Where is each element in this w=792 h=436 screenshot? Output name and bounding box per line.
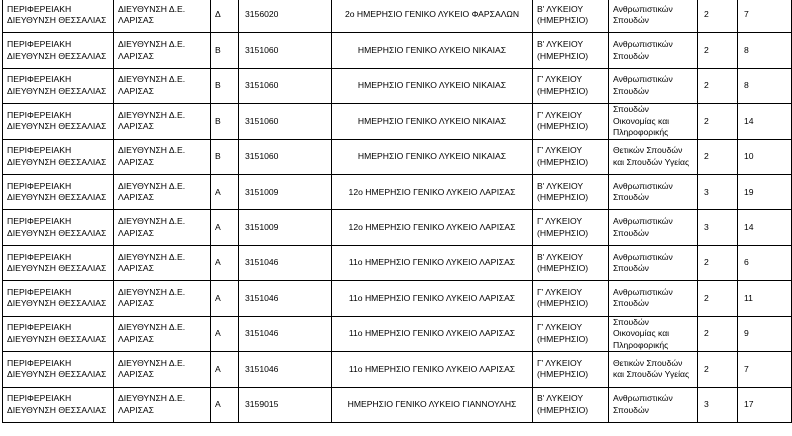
school-code-cell: 3156020 xyxy=(239,0,332,33)
region-cell: ΠΕΡΙΦΕΡΕΙΑΚΗ ΔΙΕΥΘΥΝΣΗ ΘΕΣΣΑΛΙΑΣ xyxy=(3,33,114,68)
sections-cell: 2 xyxy=(698,68,738,103)
sections-cell: 2 xyxy=(698,281,738,316)
sections-cell: 3 xyxy=(698,175,738,210)
region-cell: ΠΕΡΙΦΕΡΕΙΑΚΗ ΔΙΕΥΘΥΝΣΗ ΘΕΣΣΑΛΙΑΣ xyxy=(3,175,114,210)
sections-cell: 3 xyxy=(698,387,738,422)
category-cell: Β xyxy=(211,104,239,140)
students-cell: 14 xyxy=(738,104,792,140)
category-cell: Α xyxy=(211,245,239,280)
school-name-cell: 12ο ΗΜΕΡΗΣΙΟ ΓΕΝΙΚΟ ΛΥΚΕΙΟ ΛΑΡΙΣΑΣ xyxy=(332,210,533,245)
school-name-cell: ΗΜΕΡΗΣΙΟ ΓΕΝΙΚΟ ΛΥΚΕΙΟ ΓΙΑΝΝΟΥΛΗΣ xyxy=(332,387,533,422)
study-group-cell: Ανθρωπιστικών Σπουδών xyxy=(609,210,698,245)
school-code-cell: 3151060 xyxy=(239,33,332,68)
table-row xyxy=(3,210,792,245)
school-name-cell: ΗΜΕΡΗΣΙΟ ΓΕΝΙΚΟ ΛΥΚΕΙΟ ΝΙΚΑΙΑΣ xyxy=(332,68,533,103)
students-cell: 17 xyxy=(738,387,792,422)
grade-cell: Β' ΛΥΚΕΙΟΥ (ΗΜΕΡΗΣΙΟ) xyxy=(533,33,609,68)
table-row xyxy=(3,33,792,68)
category-cell: Α xyxy=(211,281,239,316)
students-cell: 14 xyxy=(738,210,792,245)
study-group-cell: Ανθρωπιστικών Σπουδών xyxy=(609,68,698,103)
study-group-cell: Ανθρωπιστικών Σπουδών xyxy=(609,0,698,33)
table-row xyxy=(3,245,792,280)
grade-cell: Γ' ΛΥΚΕΙΟΥ (ΗΜΕΡΗΣΙΟ) xyxy=(533,139,609,174)
category-cell: Α xyxy=(211,387,239,422)
school-name-cell: 11ο ΗΜΕΡΗΣΙΟ ΓΕΝΙΚΟ ΛΥΚΕΙΟ ΛΑΡΙΣΑΣ xyxy=(332,352,533,387)
category-cell: Δ xyxy=(211,0,239,33)
grade-cell: Γ' ΛΥΚΕΙΟΥ (ΗΜΕΡΗΣΙΟ) xyxy=(533,210,609,245)
school-name-cell: ΗΜΕΡΗΣΙΟ ΓΕΝΙΚΟ ΛΥΚΕΙΟ ΝΙΚΑΙΑΣ xyxy=(332,139,533,174)
study-group-cell: Ανθρωπιστικών Σπουδών xyxy=(609,33,698,68)
region-cell: ΠΕΡΙΦΕΡΕΙΑΚΗ ΔΙΕΥΘΥΝΣΗ ΘΕΣΣΑΛΙΑΣ xyxy=(3,316,114,352)
schools-table xyxy=(2,0,792,423)
school-code-cell: 3159015 xyxy=(239,387,332,422)
grade-cell: Γ' ΛΥΚΕΙΟΥ (ΗΜΕΡΗΣΙΟ) xyxy=(533,352,609,387)
school-name-cell: ΗΜΕΡΗΣΙΟ ΓΕΝΙΚΟ ΛΥΚΕΙΟ ΝΙΚΑΙΑΣ xyxy=(332,33,533,68)
category-cell: Β xyxy=(211,139,239,174)
study-group-cell: Σπουδών Οικονομίας και Πληροφορικής xyxy=(609,104,698,140)
region-cell: ΠΕΡΙΦΕΡΕΙΑΚΗ ΔΙΕΥΘΥΝΣΗ ΘΕΣΣΑΛΙΑΣ xyxy=(3,352,114,387)
region-cell: ΠΕΡΙΦΕΡΕΙΑΚΗ ΔΙΕΥΘΥΝΣΗ ΘΕΣΣΑΛΙΑΣ xyxy=(3,68,114,103)
school-name-cell: 11ο ΗΜΕΡΗΣΙΟ ΓΕΝΙΚΟ ΛΥΚΕΙΟ ΛΑΡΙΣΑΣ xyxy=(332,281,533,316)
region-cell: ΠΕΡΙΦΕΡΕΙΑΚΗ ΔΙΕΥΘΥΝΣΗ ΘΕΣΣΑΛΙΑΣ xyxy=(3,245,114,280)
grade-cell: Γ' ΛΥΚΕΙΟΥ (ΗΜΕΡΗΣΙΟ) xyxy=(533,316,609,352)
students-cell: 11 xyxy=(738,281,792,316)
study-group-cell: Ανθρωπιστικών Σπουδών xyxy=(609,175,698,210)
study-group-cell: Ανθρωπιστικών Σπουδών xyxy=(609,245,698,280)
study-group-cell: Θετικών Σπουδών και Σπουδών Υγείας xyxy=(609,352,698,387)
students-cell: 6 xyxy=(738,245,792,280)
category-cell: Β xyxy=(211,33,239,68)
directorate-cell: ΔΙΕΥΘΥΝΣΗ Δ.Ε. ΛΑΡΙΣΑΣ xyxy=(114,316,211,352)
school-code-cell: 3151060 xyxy=(239,139,332,174)
table-row xyxy=(3,0,792,33)
directorate-cell: ΔΙΕΥΘΥΝΣΗ Δ.Ε. ΛΑΡΙΣΑΣ xyxy=(114,281,211,316)
sections-cell: 2 xyxy=(698,33,738,68)
school-name-cell: 2ο ΗΜΕΡΗΣΙΟ ΓΕΝΙΚΟ ΛΥΚΕΙΟ ΦΑΡΣΑΛΩΝ xyxy=(332,0,533,33)
category-cell: Β xyxy=(211,68,239,103)
school-name-cell: 11ο ΗΜΕΡΗΣΙΟ ΓΕΝΙΚΟ ΛΥΚΕΙΟ ΛΑΡΙΣΑΣ xyxy=(332,245,533,280)
school-code-cell: 3151009 xyxy=(239,210,332,245)
students-cell: 9 xyxy=(738,316,792,352)
table-row xyxy=(3,281,792,316)
table-row xyxy=(3,139,792,174)
grade-cell: Β' ΛΥΚΕΙΟΥ (ΗΜΕΡΗΣΙΟ) xyxy=(533,175,609,210)
region-cell: ΠΕΡΙΦΕΡΕΙΑΚΗ ΔΙΕΥΘΥΝΣΗ ΘΕΣΣΑΛΙΑΣ xyxy=(3,387,114,422)
region-cell: ΠΕΡΙΦΕΡΕΙΑΚΗ ΔΙΕΥΘΥΝΣΗ ΘΕΣΣΑΛΙΑΣ xyxy=(3,139,114,174)
directorate-cell: ΔΙΕΥΘΥΝΣΗ Δ.Ε. ΛΑΡΙΣΑΣ xyxy=(114,68,211,103)
directorate-cell: ΔΙΕΥΘΥΝΣΗ Δ.Ε. ΛΑΡΙΣΑΣ xyxy=(114,387,211,422)
category-cell: Α xyxy=(211,175,239,210)
school-code-cell: 3151009 xyxy=(239,175,332,210)
directorate-cell: ΔΙΕΥΘΥΝΣΗ Δ.Ε. ΛΑΡΙΣΑΣ xyxy=(114,0,211,33)
school-code-cell: 3151060 xyxy=(239,104,332,140)
grade-cell: Γ' ΛΥΚΕΙΟΥ (ΗΜΕΡΗΣΙΟ) xyxy=(533,104,609,140)
table-row xyxy=(3,175,792,210)
directorate-cell: ΔΙΕΥΘΥΝΣΗ Δ.Ε. ΛΑΡΙΣΑΣ xyxy=(114,210,211,245)
students-cell: 7 xyxy=(738,0,792,33)
grade-cell: Β' ΛΥΚΕΙΟΥ (ΗΜΕΡΗΣΙΟ) xyxy=(533,387,609,422)
table-row xyxy=(3,104,792,140)
sections-cell: 2 xyxy=(698,0,738,33)
sections-cell: 2 xyxy=(698,104,738,140)
directorate-cell: ΔΙΕΥΘΥΝΣΗ Δ.Ε. ΛΑΡΙΣΑΣ xyxy=(114,175,211,210)
school-code-cell: 3151046 xyxy=(239,281,332,316)
directorate-cell: ΔΙΕΥΘΥΝΣΗ Δ.Ε. ΛΑΡΙΣΑΣ xyxy=(114,139,211,174)
students-cell: 10 xyxy=(738,139,792,174)
table-row xyxy=(3,68,792,103)
school-code-cell: 3151046 xyxy=(239,316,332,352)
directorate-cell: ΔΙΕΥΘΥΝΣΗ Δ.Ε. ΛΑΡΙΣΑΣ xyxy=(114,33,211,68)
school-code-cell: 3151046 xyxy=(239,245,332,280)
students-cell: 7 xyxy=(738,352,792,387)
students-cell: 8 xyxy=(738,33,792,68)
directorate-cell: ΔΙΕΥΘΥΝΣΗ Δ.Ε. ΛΑΡΙΣΑΣ xyxy=(114,352,211,387)
region-cell: ΠΕΡΙΦΕΡΕΙΑΚΗ ΔΙΕΥΘΥΝΣΗ ΘΕΣΣΑΛΙΑΣ xyxy=(3,281,114,316)
grade-cell: Γ' ΛΥΚΕΙΟΥ (ΗΜΕΡΗΣΙΟ) xyxy=(533,68,609,103)
grade-cell: Β' ΛΥΚΕΙΟΥ (ΗΜΕΡΗΣΙΟ) xyxy=(533,0,609,33)
students-cell: 8 xyxy=(738,68,792,103)
table-row xyxy=(3,352,792,387)
table-row xyxy=(3,387,792,422)
sections-cell: 2 xyxy=(698,139,738,174)
school-name-cell: 11ο ΗΜΕΡΗΣΙΟ ΓΕΝΙΚΟ ΛΥΚΕΙΟ ΛΑΡΙΣΑΣ xyxy=(332,316,533,352)
category-cell: Α xyxy=(211,316,239,352)
study-group-cell: Θετικών Σπουδών και Σπουδών Υγείας xyxy=(609,139,698,174)
table-body xyxy=(3,0,792,422)
directorate-cell: ΔΙΕΥΘΥΝΣΗ Δ.Ε. ΛΑΡΙΣΑΣ xyxy=(114,104,211,140)
grade-cell: Γ' ΛΥΚΕΙΟΥ (ΗΜΕΡΗΣΙΟ) xyxy=(533,281,609,316)
study-group-cell: Ανθρωπιστικών Σπουδών xyxy=(609,387,698,422)
sections-cell: 3 xyxy=(698,210,738,245)
region-cell: ΠΕΡΙΦΕΡΕΙΑΚΗ ΔΙΕΥΘΥΝΣΗ ΘΕΣΣΑΛΙΑΣ xyxy=(3,0,114,33)
sections-cell: 2 xyxy=(698,245,738,280)
table-row xyxy=(3,316,792,352)
category-cell: Α xyxy=(211,352,239,387)
category-cell: Α xyxy=(211,210,239,245)
school-code-cell: 3151046 xyxy=(239,352,332,387)
grade-cell: Β' ΛΥΚΕΙΟΥ (ΗΜΕΡΗΣΙΟ) xyxy=(533,245,609,280)
study-group-cell: Ανθρωπιστικών Σπουδών xyxy=(609,281,698,316)
region-cell: ΠΕΡΙΦΕΡΕΙΑΚΗ ΔΙΕΥΘΥΝΣΗ ΘΕΣΣΑΛΙΑΣ xyxy=(3,210,114,245)
sections-cell: 2 xyxy=(698,316,738,352)
region-cell: ΠΕΡΙΦΕΡΕΙΑΚΗ ΔΙΕΥΘΥΝΣΗ ΘΕΣΣΑΛΙΑΣ xyxy=(3,104,114,140)
school-name-cell: 12ο ΗΜΕΡΗΣΙΟ ΓΕΝΙΚΟ ΛΥΚΕΙΟ ΛΑΡΙΣΑΣ xyxy=(332,175,533,210)
directorate-cell: ΔΙΕΥΘΥΝΣΗ Δ.Ε. ΛΑΡΙΣΑΣ xyxy=(114,245,211,280)
school-name-cell: ΗΜΕΡΗΣΙΟ ΓΕΝΙΚΟ ΛΥΚΕΙΟ ΝΙΚΑΙΑΣ xyxy=(332,104,533,140)
sections-cell: 2 xyxy=(698,352,738,387)
school-code-cell: 3151060 xyxy=(239,68,332,103)
students-cell: 19 xyxy=(738,175,792,210)
study-group-cell: Σπουδών Οικονομίας και Πληροφορικής xyxy=(609,316,698,352)
